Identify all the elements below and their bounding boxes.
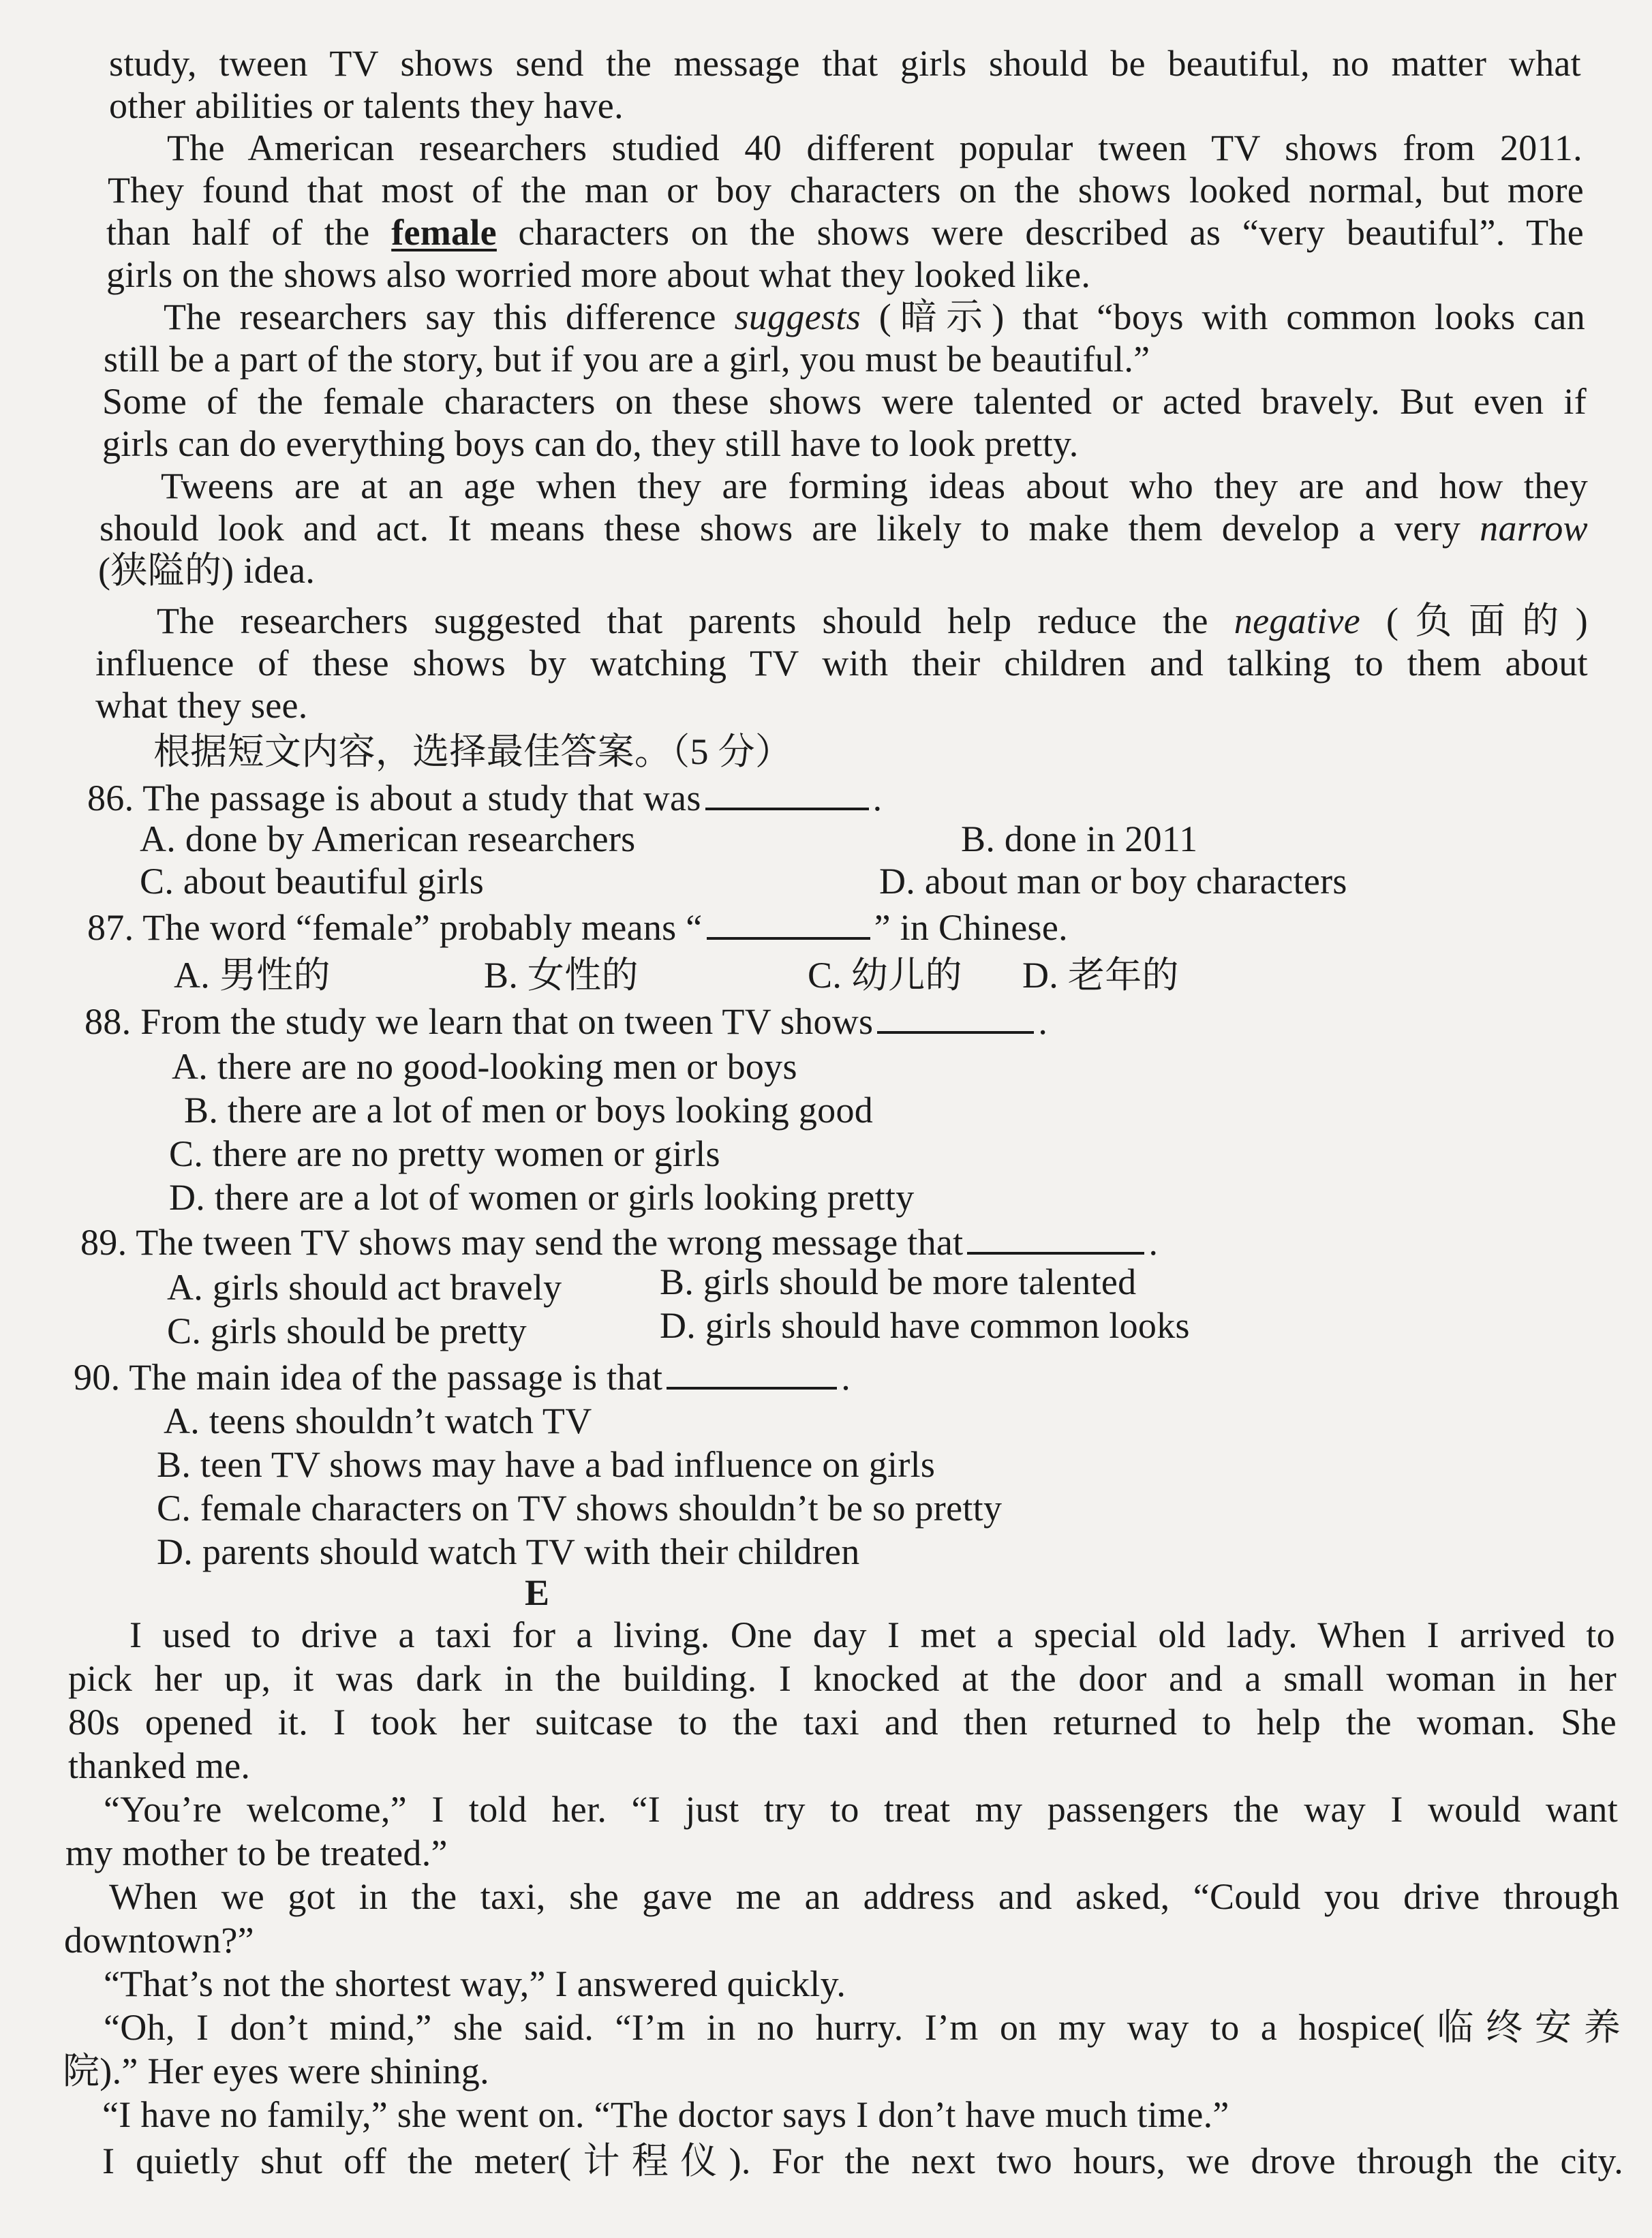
option-86-d: D. about man or boy characters xyxy=(879,861,1347,902)
option-90-a: A. teens shouldn’t watch TV xyxy=(164,1400,592,1441)
passage-e-line: “I have no family,” she went on. “The doctor says I don’t have much time.” xyxy=(102,2094,1229,2135)
question-89-stem: 89. The tween TV shows may send the wrong message that . xyxy=(80,1222,1159,1263)
passage-d-line: influence of these shows by watching TV with their children and talking to them about xyxy=(95,643,1588,684)
passage-e-line: my mother to be treated.” xyxy=(65,1833,448,1873)
option-87-b: B. 女性的 xyxy=(484,955,639,996)
passage-e-line: 80s opened it. I took her suitcase to the taxi and then returned to help the woman. She xyxy=(68,1702,1617,1743)
passage-d-line: girls on the shows also worried more about what they looked like. xyxy=(106,254,1091,295)
passage-d-line: girls can do everything boys can do, they still have to look pretty. xyxy=(102,423,1079,464)
passage-d-line: Tweens are at an age when they are forming ideas about who they are and how they xyxy=(161,465,1588,506)
keyword-narrow: narrow xyxy=(1480,508,1588,549)
keyword-female: female xyxy=(391,212,497,253)
question-87-stem: 87. The word “female” probably means “ ” in Chinese. xyxy=(87,907,1068,948)
option-89-d: D. girls should have common looks xyxy=(660,1305,1190,1346)
answer-blank xyxy=(707,932,870,940)
option-88-b: B. there are a lot of men or boys looking good xyxy=(184,1090,874,1131)
option-90-c: C. female characters on TV shows shouldn’t be so pretty xyxy=(157,1488,1003,1529)
passage-d-line: The researchers suggested that parents should help reduce the negative (负面的) xyxy=(157,600,1588,641)
answer-blank xyxy=(705,802,869,810)
question-86-stem: 86. The passage is about a study that was . xyxy=(87,778,883,818)
option-90-d: D. parents should watch TV with their children xyxy=(157,1531,860,1572)
option-89-c: C. girls should be pretty xyxy=(167,1310,527,1351)
option-86-b: B. done in 2011 xyxy=(961,818,1198,859)
option-90-b: B. teen TV shows may have a bad influence on girls xyxy=(157,1444,936,1485)
option-89-a: A. girls should act bravely xyxy=(167,1267,562,1308)
passage-e-line: “That’s not the shortest way,” I answered quickly. xyxy=(104,1963,846,2004)
option-88-d: D. there are a lot of women or girls looking pretty xyxy=(169,1177,915,1218)
option-87-a: A. 男性的 xyxy=(174,955,331,996)
keyword-negative: negative xyxy=(1234,600,1361,641)
passage-e-line: “Oh, I don’t mind,” she said. “I’m in no hurry. I’m on my way to a hospice(临终安养 xyxy=(104,2007,1621,2048)
passage-d-line: other abilities or talents they have. xyxy=(109,85,624,126)
passage-d-line: Some of the female characters on these shows were talented or acted bravely. But even if xyxy=(102,381,1587,422)
section-instructions: 根据短文内容，选择最佳答案。（5 分） xyxy=(153,731,793,772)
passage-e-line: I used to drive a taxi for a living. One day I met a special old lady. When I arrived to xyxy=(129,1614,1615,1655)
option-86-a: A. done by American researchers xyxy=(140,818,636,859)
passage-d-line: what they see. xyxy=(95,685,308,726)
keyword-suggests: suggests xyxy=(734,296,861,337)
option-87-d: D. 老年的 xyxy=(1022,955,1179,996)
passage-d-line: The American researchers studied 40 different popular tween TV shows from 2011. xyxy=(167,127,1582,168)
passage-e-line: “You’re welcome,” I told her. “I just try to treat my passengers the way I would want xyxy=(104,1789,1618,1830)
answer-blank xyxy=(967,1246,1144,1255)
passage-e-line: pick her up, it was dark in the building. I knocked at the door and a small woman in her xyxy=(68,1658,1617,1699)
passage-e-line: When we got in the taxi, she gave me an address and asked, “Could you drive through xyxy=(109,1876,1619,1917)
answer-blank xyxy=(877,1026,1034,1034)
passage-d-line: should look and act. It means these shows are likely to make them develop a very narrow xyxy=(100,508,1588,549)
passage-e-line: thanked me. xyxy=(68,1745,251,1786)
question-88-stem: 88. From the study we learn that on tween TV shows . xyxy=(85,1001,1048,1042)
passage-d-line: than half of the female characters on the shows were described as “very beautiful”. The xyxy=(106,212,1584,253)
passage-e-heading: E xyxy=(525,1572,550,1613)
passage-e-line: downtown?” xyxy=(64,1920,254,1961)
passage-d-line: (狭隘的) idea. xyxy=(98,550,316,591)
option-87-c: C. 幼儿的 xyxy=(808,955,962,996)
passage-d-line: They found that most of the man or boy characters on the shows looked normal, but more xyxy=(108,170,1584,211)
passage-d-line: The researchers say this difference suggests (暗示) that “boys with common looks can xyxy=(164,296,1585,337)
option-88-a: A. there are no good-looking men or boys xyxy=(172,1046,797,1087)
passage-d-line: still be a part of the story, but if you are a girl, you must be beautiful.” xyxy=(104,339,1150,380)
option-88-c: C. there are no pretty women or girls xyxy=(169,1133,720,1174)
option-89-b: B. girls should be more talented xyxy=(660,1261,1137,1302)
passage-e-line: 院).” Her eyes were shining. xyxy=(63,2051,489,2091)
passage-e-line: I quietly shut off the meter(计程仪). For the next two hours, we drove through the city. xyxy=(102,2141,1623,2181)
passage-d-line: study, tween TV shows send the message that girls should be beautiful, no matter what xyxy=(109,43,1581,84)
answer-blank xyxy=(667,1381,837,1390)
option-86-c: C. about beautiful girls xyxy=(140,861,485,902)
question-90-stem: 90. The main idea of the passage is that . xyxy=(74,1357,851,1398)
